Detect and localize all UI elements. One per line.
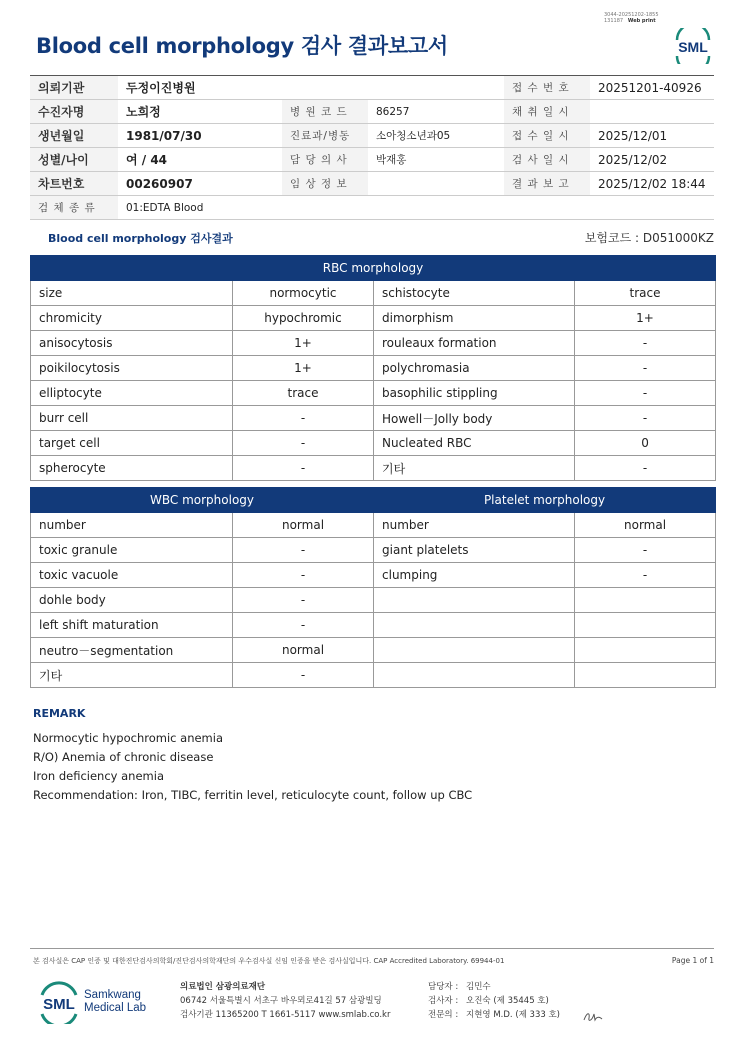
table-row	[31, 638, 716, 663]
item-name: chromicity	[31, 306, 233, 331]
item-name: anisocytosis	[31, 331, 233, 356]
info-label: 접 수 일 시	[504, 124, 590, 148]
info-label: 의뢰기관	[30, 76, 118, 100]
table-row	[31, 538, 716, 563]
item-result: hypochromic	[233, 306, 374, 331]
item-result: -	[575, 331, 716, 356]
table-row	[31, 456, 716, 481]
page-number: Page 1 of 1	[671, 956, 714, 965]
item-result: 1+	[233, 331, 374, 356]
item-name: size	[31, 281, 233, 306]
info-value: 00260907	[118, 172, 282, 196]
table-row	[31, 588, 716, 613]
svg-text:SML: SML	[678, 39, 708, 55]
info-value: 1981/07/30	[118, 124, 282, 148]
item-name: target cell	[31, 431, 233, 456]
item-name: toxic granule	[31, 538, 233, 563]
table-row	[31, 513, 716, 538]
logo-name-line2: Medical Lab	[84, 1002, 147, 1014]
logo-name-line1: Samkwang	[84, 989, 141, 1001]
wbc-platelet-table	[30, 487, 716, 688]
info-value: 2025/12/02 18:44	[590, 172, 714, 196]
remark-title: REMARK	[33, 707, 86, 720]
item-name	[374, 638, 575, 663]
table-row	[31, 281, 716, 306]
corp-address: 06742 서울특별시 서초구 바우뫼로41길 57 삼광빌딩	[180, 996, 382, 1006]
item-name: rouleaux formation	[374, 331, 575, 356]
item-name: polychromasia	[374, 356, 575, 381]
corporation-info	[180, 980, 390, 1022]
info-label: 진료과/병동	[282, 124, 368, 148]
item-result: 1+	[233, 356, 374, 381]
item-name	[374, 663, 575, 688]
item-name: left shift maturation	[31, 613, 233, 638]
item-name: dohle body	[31, 588, 233, 613]
item-name: neutro－segmentation	[31, 638, 233, 663]
remark-line: Normocytic hypochromic anemia	[33, 731, 223, 745]
item-result: -	[233, 563, 374, 588]
info-label: 생년월일	[30, 124, 118, 148]
info-value: 두정이진병원	[118, 76, 282, 100]
info-label: 차트번호	[30, 172, 118, 196]
item-name: number	[31, 513, 233, 538]
info-label	[282, 76, 368, 100]
item-name: toxic vacuole	[31, 563, 233, 588]
info-value: 2025/12/02	[590, 148, 714, 172]
sml-logo-icon	[672, 28, 714, 64]
patient-info-table	[30, 75, 714, 220]
item-result: normocytic	[233, 281, 374, 306]
item-result: 0	[575, 431, 716, 456]
info-value: 노희정	[118, 100, 282, 124]
remark-line: R/O) Anemia of chronic disease	[33, 750, 214, 764]
info-value: 박재홍	[368, 148, 504, 172]
item-result: -	[575, 381, 716, 406]
info-label: 담 당 의 사	[282, 148, 368, 172]
item-result	[575, 638, 716, 663]
insurance-code: 보험코드 : D051000KZ	[584, 231, 714, 245]
info-value	[590, 100, 714, 124]
remark-text	[33, 729, 472, 805]
item-result: -	[575, 406, 716, 431]
specimen-value: 01:EDTA Blood	[118, 196, 714, 220]
item-result: -	[233, 613, 374, 638]
info-value: 소아청소년과05	[368, 124, 504, 148]
corp-contact: 검사기관 11365200 T 1661-5117 www.smlab.co.kr	[180, 1010, 391, 1020]
wbc-header: WBC morphology	[31, 488, 374, 513]
item-result	[575, 588, 716, 613]
item-name: basophilic stippling	[374, 381, 575, 406]
info-label: 검 사 일 시	[504, 148, 590, 172]
footer-divider	[30, 948, 714, 949]
item-result: -	[233, 431, 374, 456]
staff-name: 김민수	[466, 982, 491, 992]
item-name: elliptocyte	[31, 381, 233, 406]
item-name: clumping	[374, 563, 575, 588]
remark-line: Recommendation: Iron, TIBC, ferritin level, reticulocyte count, follow up CBC	[33, 788, 473, 802]
item-result: 1+	[575, 306, 716, 331]
document-code: 3044-20251202-1855 131187 Web print	[604, 12, 659, 24]
item-name: dimorphism	[374, 306, 575, 331]
item-result	[575, 663, 716, 688]
item-name: 기타	[374, 456, 575, 481]
info-value	[368, 172, 504, 196]
info-label: 병 원 코 드	[282, 100, 368, 124]
corp-name: 의료법인 삼광의료재단	[180, 982, 266, 992]
info-label: 성별/나이	[30, 148, 118, 172]
item-name	[374, 588, 575, 613]
table-row	[31, 381, 716, 406]
item-result: trace	[575, 281, 716, 306]
item-result: -	[233, 456, 374, 481]
item-name: spherocyte	[31, 456, 233, 481]
info-value: 2025/12/01	[590, 124, 714, 148]
table-row	[31, 563, 716, 588]
section-title: Blood cell morphology 검사결과	[48, 232, 233, 245]
item-result: -	[233, 588, 374, 613]
info-label: 접 수 번 호	[504, 76, 590, 100]
item-result: -	[575, 356, 716, 381]
item-name: number	[374, 513, 575, 538]
item-name: Howell－Jolly body	[374, 406, 575, 431]
info-label: 채 취 일 시	[504, 100, 590, 124]
item-result: trace	[233, 381, 374, 406]
item-name: giant platelets	[374, 538, 575, 563]
report-title: Blood cell morphology 검사 결과보고서	[36, 34, 448, 58]
specimen-label: 검 체 종 류	[30, 196, 118, 220]
item-result: -	[233, 538, 374, 563]
info-value: 여 / 44	[118, 148, 282, 172]
staff-info: 담당자 : 김민수 검사자 : 오진숙 (제 35445 호) 전문의 : 지현영 M.D. (제 333 호)	[428, 982, 561, 1020]
remark-line: Iron deficiency anemia	[33, 769, 164, 783]
table-row	[31, 306, 716, 331]
table-row	[31, 431, 716, 456]
item-name: poikilocytosis	[31, 356, 233, 381]
item-result: -	[233, 406, 374, 431]
rbc-morphology-table	[30, 255, 716, 481]
item-name	[374, 613, 575, 638]
info-value	[368, 76, 504, 100]
certification-note: 본 검사실은 CAP 인증 및 대한진단검사의학회/진단검사의학재단의 우수검사실 신임 인증을 받은 검사실입니다. CAP Accredited Laboratory. 69944-01	[33, 957, 505, 965]
item-name: Nucleated RBC	[374, 431, 575, 456]
signature-icon	[582, 1008, 604, 1024]
item-result: -	[575, 538, 716, 563]
rbc-header: RBC morphology	[31, 256, 716, 281]
info-label: 결 과 보 고	[504, 172, 590, 196]
svg-text:SML: SML	[43, 996, 75, 1013]
info-label: 임 상 정 보	[282, 172, 368, 196]
info-value: 20251201-40926	[590, 76, 714, 100]
table-row	[31, 663, 716, 688]
staff-name: 오진숙 (제 35445 호)	[466, 996, 549, 1006]
platelet-header: Platelet morphology	[374, 488, 716, 513]
samkwang-logo	[36, 978, 166, 1028]
item-result: -	[575, 563, 716, 588]
item-name: 기타	[31, 663, 233, 688]
table-row	[31, 331, 716, 356]
table-row	[31, 613, 716, 638]
item-result: normal	[233, 638, 374, 663]
item-result	[575, 613, 716, 638]
item-name: burr cell	[31, 406, 233, 431]
item-result: normal	[233, 513, 374, 538]
table-row	[31, 356, 716, 381]
info-label: 수진자명	[30, 100, 118, 124]
info-value: 86257	[368, 100, 504, 124]
item-result: -	[233, 663, 374, 688]
staff-name: 지현영 M.D. (제 333 호)	[466, 1010, 561, 1020]
sml-footer-logo-icon	[36, 980, 82, 1024]
item-result: -	[575, 456, 716, 481]
item-name: schistocyte	[374, 281, 575, 306]
item-result: normal	[575, 513, 716, 538]
table-row	[31, 406, 716, 431]
